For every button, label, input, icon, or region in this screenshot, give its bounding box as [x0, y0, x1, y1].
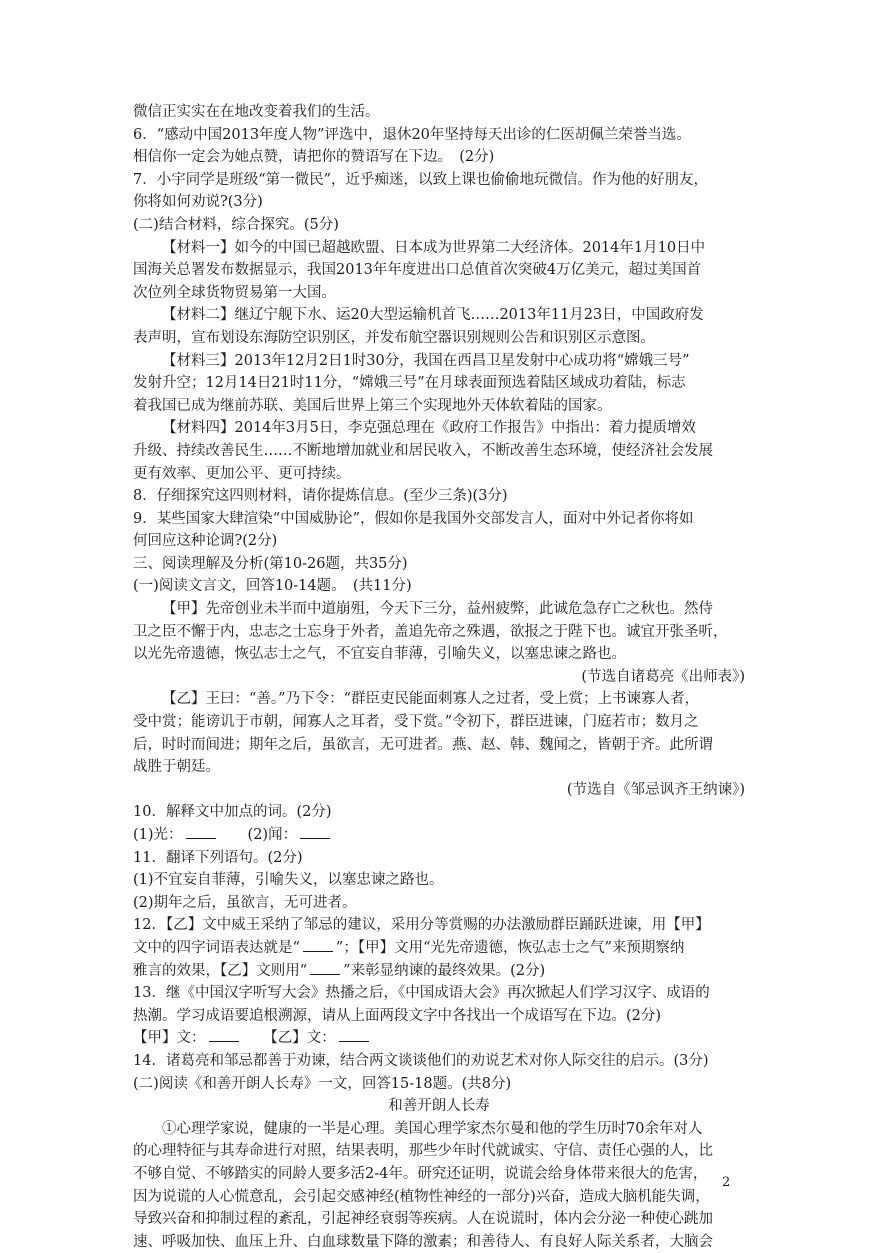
- text-line: [133, 960, 745, 983]
- text-line: 相信你一定会为她点赞，请把你的赞语写在下边。 (2分): [133, 149, 495, 166]
- text-line: 后，时时而间进；期年之后，虽欲言，无可进者。燕、赵、韩、魏闻之，皆朝于齐。此所谓: [133, 736, 713, 753]
- text-line: (2)期年之后，虽欲言，无可进者。: [133, 894, 357, 911]
- document-body: [133, 101, 745, 1253]
- subsection-heading: (一)阅读文言文，回答10-14题。 (共11分): [133, 578, 412, 595]
- text-line: 更有效率、更加公平、更可持续。: [133, 465, 351, 482]
- section-heading: (二)结合材料，综合探究。(5分): [133, 216, 339, 233]
- text-line: 因为说谎的人心慌意乱，会引起交感神经(植物性神经的一部分)兴奋，造成大脑机能失调，: [133, 1188, 710, 1205]
- article-paragraph-1: ①心理学家说，健康的一半是心理。美国心理学家杰尔曼和他的学生历时70余年对人: [162, 1120, 703, 1137]
- answer-blank[interactable]: [310, 960, 340, 975]
- question-9: 9．某些国家大肆渲染“中国威胁论”，假如你是我国外交部发言人，面对中外记者你将如: [133, 510, 694, 527]
- answer-blank[interactable]: [339, 1027, 369, 1042]
- question-13-items: [133, 1027, 745, 1050]
- text-line: 微信正实实在在地改变着我们的生活。: [133, 104, 380, 120]
- text-line: 次位列全球货物贸易第一大国。: [133, 284, 336, 301]
- text-segment: 文中的四字词语表达就是“: [133, 939, 300, 956]
- text-line: 的心理特征与其寿命进行对照，结果表明，那些少年时代就诚实、守信、责任心强的人，比: [133, 1143, 713, 1160]
- material-4: 【材料四】2014年3月5日，李克强总理在《政府工作报告》中指出：着力提质增效: [162, 420, 696, 437]
- text-segment: ”；【甲】文用“光先帝遗德，恢弘志士之气”来预期察纳: [335, 939, 685, 956]
- text-line: 何回应这种论调?(2分): [133, 533, 278, 550]
- question-8: 8．仔细探究这四则材料，请你提炼信息。(至少三条)(3分): [133, 488, 508, 505]
- text-line: 速、呼吸加快、血压上升、白血球数量下降的激素；和善待人、有良好人际关系者，大脑会: [133, 1233, 713, 1250]
- text-line: 不够自觉、不够踏实的同龄人要多活2-4年。研究还证明，说谎会给身体带来很大的危害，: [133, 1165, 708, 1182]
- text-line: 表声明，宣布划设东海防空识别区，并发布航空器识别规则公告和识别区示意图。: [133, 329, 655, 346]
- question-7: 7．小宇同学是班级“第一微民”，近乎痴迷，以致上课也偷偷地玩微信。作为他的好朋友，: [133, 171, 709, 188]
- text-line: [133, 937, 745, 960]
- text-line: (1)不宜妄自菲薄，引喻失义，以塞忠谏之路也。: [133, 872, 444, 889]
- text-line: 战胜于朝廷。: [133, 759, 220, 776]
- text-line: 以光先帝遗德，恢弘志士之气，不宜妄自菲薄，引喻失义，以塞忠谏之路也。: [133, 646, 626, 663]
- item-label: (2)闻：: [247, 827, 298, 843]
- item-label: (1)光：: [133, 827, 183, 843]
- passage-yi: 【乙】王曰：“善。”乃下令：“群臣吏民能面刺寡人之过者，受上赏；上书谏寡人者，: [162, 691, 699, 708]
- text-line: 卫之臣不懈于内，忠志之士忘身于外者，盖追先帝之殊遇，欲报之于陛下也。诚宜开张圣听，: [133, 623, 728, 640]
- text-line: 着我国已成为继前苏联、美国后世界上第三个实现地外天体软着陆的国家。: [133, 397, 612, 414]
- text-line: 发射升空；12月14日21时11分，“嫦娥三号”在月球表面预选着陆区域成功着陆，标志: [133, 375, 686, 392]
- text-segment: ”来彰显纳谏的最终效果。(2分): [343, 962, 546, 979]
- article-title: 和善开朗人长寿: [388, 1098, 490, 1115]
- source-note: (节选自《邹忌讽齐王纳谏》): [566, 781, 745, 798]
- item-label: 【甲】文：: [133, 1030, 206, 1047]
- text-line: 导致兴奋和抑制过程的紊乱，引起神经衰弱等疾病。人在说谎时，体内会分泌一种使心跳加: [133, 1211, 713, 1228]
- material-2: 【材料二】继辽宁舰下水、运20大型运输机首飞……2013年11月23日，中国政府发: [162, 307, 704, 324]
- item-label: 【乙】文：: [270, 1030, 336, 1047]
- question-11: 11．翻译下列语句。(2分): [133, 849, 303, 866]
- question-12: 12．【乙】文中威王采纳了邹忌的建议，采用分等赏赐的办法激励群臣踊跃进谏，用【甲】: [133, 917, 710, 934]
- answer-blank[interactable]: [300, 824, 330, 839]
- question-10: 10．解释文中加点的词。(2分): [133, 804, 332, 821]
- text-line: 升级、持续改善民生……不断地增加就业和居民收入，不断改善生态环境，使经济社会发展: [133, 442, 713, 459]
- text-line: 你将如何劝说?(3分): [133, 194, 263, 211]
- text-segment: 雅言的效果，【乙】文则用“: [133, 962, 308, 979]
- answer-blank[interactable]: [209, 1027, 239, 1042]
- subsection-heading: (二)阅读《和善开朗人长寿》一文，回答15-18题。(共8分): [133, 1075, 512, 1092]
- question-10-items: [133, 824, 745, 847]
- text-line: 热潮。学习成语要追根溯源，请从上面两段文字中各找出一个成语写在下边。(2分): [133, 1007, 662, 1024]
- material-3: 【材料三】2013年12月2日1时30分，我国在西昌卫星发射中心成功将“嫦娥三号”: [162, 352, 690, 369]
- answer-blank[interactable]: [303, 937, 333, 952]
- question-6: 6．“感动中国2013年度人物”评选中，退休20年坚持每天出诊的仁医胡佩兰荣誉当选。: [133, 126, 691, 143]
- question-13: 13．继《中国汉字听写大会》热播之后，《中国成语大会》再次掀起人们学习汉字、成语的: [133, 985, 710, 1002]
- question-14: 14．诸葛亮和邹忌都善于劝谏，结合两文谈谈他们的劝说艺术对你人际交往的启示。(3分): [133, 1052, 709, 1069]
- page-number: 2: [722, 1175, 731, 1190]
- text-line: 国海关总署发布数据显示，我国2013年年度进出口总值首次突破4万亿美元，超过美国首: [133, 262, 702, 279]
- material-1: 【材料一】如今的中国已超越欧盟、日本成为世界第二大经济体。2014年1月10日中: [162, 239, 706, 256]
- section-heading: 三、阅读理解及分析(第10-26题，共35分): [133, 555, 408, 572]
- source-note: (节选自诸葛亮《出师表》): [581, 668, 745, 685]
- passage-jia: 【甲】先帝创业未半而中道崩殂，今天下三分，益州疲弊，此诚危急存亡之秋也。然侍: [162, 601, 713, 618]
- text-line: 受中赏；能谤讥于市朝，闻寡人之耳者，受下赏。”令初下，群臣进谏，门庭若市；数月之: [133, 714, 699, 731]
- answer-blank[interactable]: [186, 824, 216, 839]
